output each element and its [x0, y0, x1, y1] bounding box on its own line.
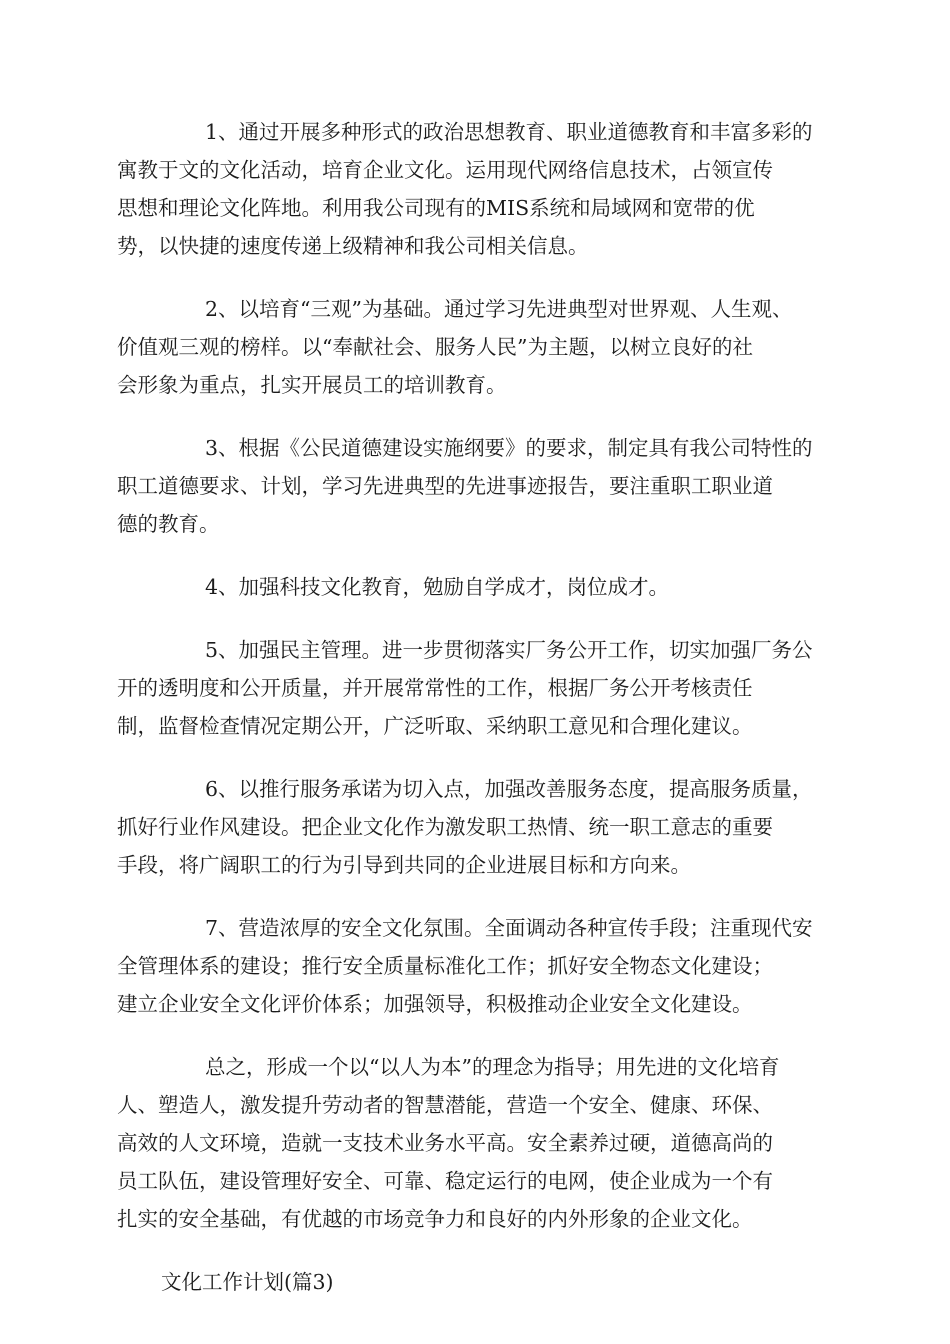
- document-page: [117, 113, 833, 1301]
- text-line: 价值观三观的榜样。以“奉献社会、服务人民”为主题，以树立良好的社: [117, 335, 753, 359]
- text-line: 开的透明度和公开质量，并开展常常性的工作，根据厂务公开考核责任: [117, 676, 753, 700]
- text-line: 会形象为重点，扎实开展员工的培训教育。: [117, 373, 507, 397]
- text-line: 高效的人文环境，造就一支技术业务水平高。安全素养过硬，道德高尚的: [117, 1131, 773, 1155]
- paragraph-item-2: [117, 290, 833, 404]
- text-line: 势，以快捷的速度传递上级精神和我公司相关信息。: [117, 234, 589, 258]
- text-line: 制，监督检查情况定期公开，广泛听取、采纳职工意见和合理化建议。: [117, 714, 753, 738]
- text-line: 人、塑造人，激发提升劳动者的智慧潜能，营造一个安全、健康、环保、: [117, 1093, 773, 1117]
- paragraph-item-5: [117, 631, 833, 745]
- text-line: 员工队伍，建设管理好安全、可靠、稳定运行的电网，使企业成为一个有: [117, 1169, 773, 1193]
- text-line: 6、以推行服务承诺为切入点，加强改善服务态度，提高服务质量，: [205, 777, 813, 801]
- text-line: 手段，将广阔职工的行为引导到共同的企业进展目标和方向来。: [117, 853, 691, 877]
- paragraph-item-3: [117, 429, 833, 543]
- text-line: 5、加强民主管理。进一步贯彻落实厂务公开工作，切实加强厂务公: [205, 638, 813, 662]
- text-line: 抓好行业作风建设。把企业文化作为激发职工热情、统一职工意志的重要: [117, 815, 773, 839]
- text-line: 总之，形成一个以“以人为本”的理念为指导；用先进的文化培育: [205, 1055, 780, 1079]
- text-line: 2、以培育“三观”为基础。通过学习先进典型对世界观、人生观、: [205, 297, 793, 321]
- text-line: 4、加强科技文化教育，勉励自学成才，岗位成才。: [205, 575, 670, 599]
- text-line: 3、根据《公民道德建设实施纲要》的要求，制定具有我公司特性的: [205, 436, 813, 460]
- text-line: 德的教育。: [117, 512, 220, 536]
- text-line: 扎实的安全基础，有优越的市场竞争力和良好的内外形象的企业文化。: [117, 1207, 753, 1231]
- paragraph-item-1: [117, 113, 833, 265]
- text-line: 思想和理论文化阵地。利用我公司现有的MIS系统和局域网和宽带的优: [117, 196, 755, 220]
- text-line: 1、通过开展多种形式的政治思想教育、职业道德教育和丰富多彩的: [205, 120, 813, 144]
- paragraph-item-6: [117, 770, 833, 884]
- paragraph-item-4: [117, 568, 833, 606]
- paragraph-item-7: [117, 909, 833, 1023]
- text-line: 全管理体系的建设；推行安全质量标准化工作；抓好安全物态文化建设；: [117, 954, 773, 978]
- text-line: 寓教于文的文化活动，培育企业文化。运用现代网络信息技术，占领宣传: [117, 158, 773, 182]
- text-line: 7、营造浓厚的安全文化氛围。全面调动各种宣传手段；注重现代安: [205, 916, 813, 940]
- text-line: 建立企业安全文化评价体系；加强领导，积极推动企业安全文化建设。: [117, 992, 753, 1016]
- text-line: 职工道德要求、计划，学习先进典型的先进事迹报告，要注重职工职业道: [117, 474, 773, 498]
- summary-paragraph: [117, 1048, 833, 1238]
- section-heading: 文化工作计划(篇3): [161, 1270, 334, 1294]
